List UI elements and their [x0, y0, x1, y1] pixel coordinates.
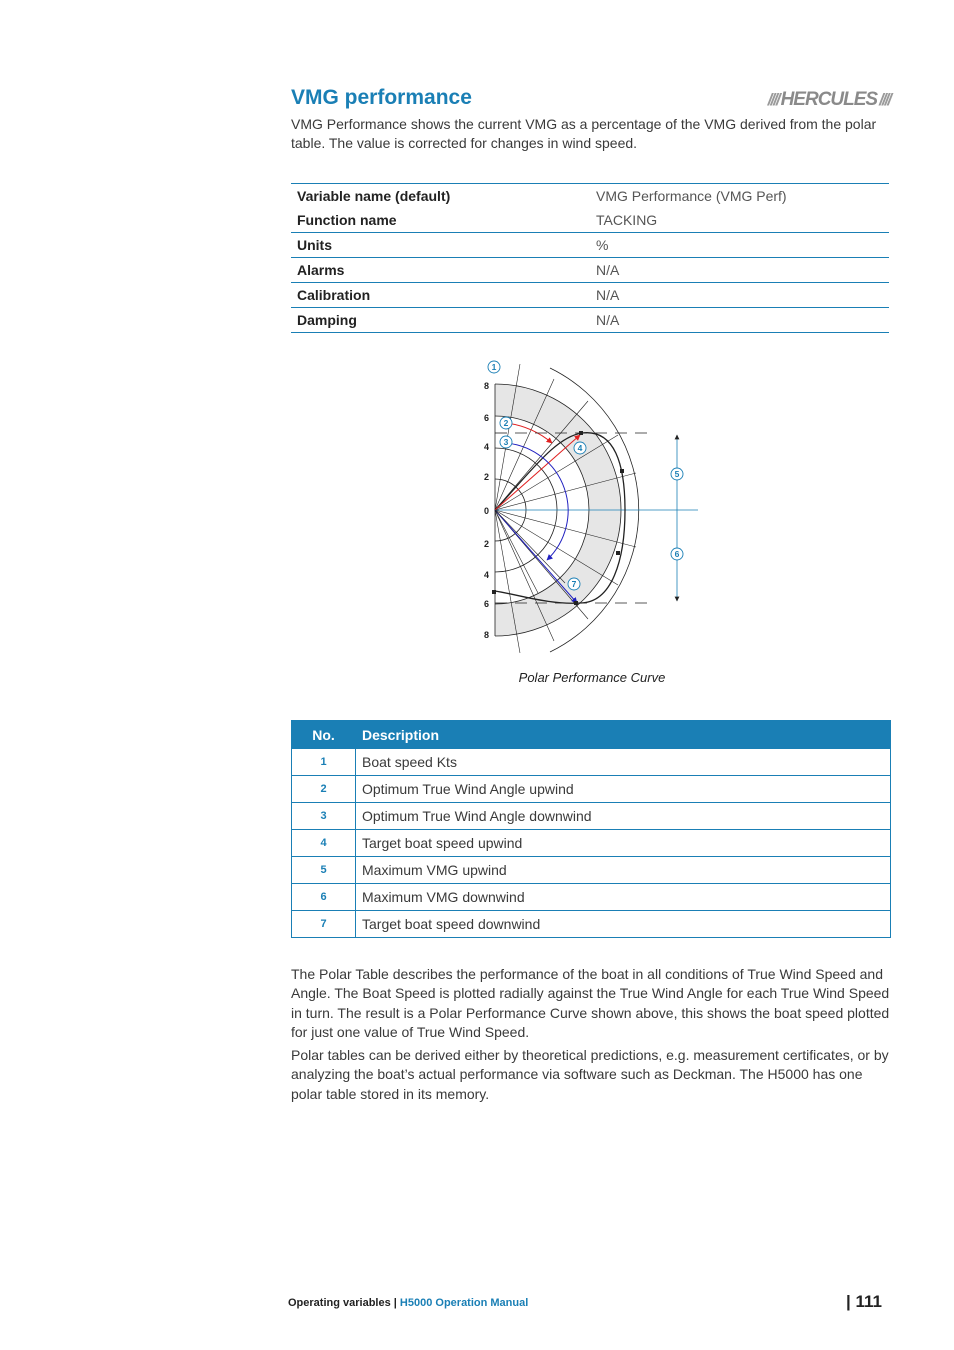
logo-stripes-right: ////: [879, 90, 890, 109]
figure-caption: Polar Performance Curve: [518, 670, 666, 685]
variable-key: Alarms: [291, 258, 590, 283]
row-description: Optimum True Wind Angle upwind: [356, 776, 891, 803]
variable-row: [291, 283, 889, 308]
row-number: 5: [292, 857, 356, 884]
row-number: 4: [292, 830, 356, 857]
variable-key: Variable name (default): [291, 184, 590, 209]
body-paragraph-polar-table: The Polar Table describes the performance of the boat in all conditions of True Wind Speed and Angle. The Boat Speed is plotted radially against the True Wind Angle for each True Wind Speed in turn. The result is a Polar Performance Curve shown above, this shows the boat speed plotted for just one value of True Wind Speed.: [291, 966, 890, 1040]
variable-row: [291, 258, 889, 283]
svg-text:1: 1: [491, 362, 497, 372]
description-header-row: [292, 721, 891, 749]
variable-row: [291, 184, 889, 209]
row-description: Maximum VMG downwind: [356, 884, 891, 911]
callout-2: [500, 417, 512, 429]
row-description: Target boat speed upwind: [356, 830, 891, 857]
logo-wordmark: HERCULES: [780, 89, 878, 110]
variable-row: [291, 208, 889, 233]
row-description: Maximum VMG upwind: [356, 857, 891, 884]
variable-table: [291, 183, 889, 333]
svg-text:4: 4: [577, 443, 583, 453]
axis-tick-label: 8: [483, 630, 489, 640]
svg-text:2: 2: [503, 418, 509, 428]
table-row: [292, 884, 891, 911]
axis-tick-label: 8: [483, 381, 489, 391]
callout-1: [488, 361, 500, 373]
variable-key: Damping: [291, 308, 590, 333]
row-number: 1: [292, 749, 356, 776]
svg-text:5: 5: [674, 469, 680, 479]
header-no: No.: [292, 721, 356, 749]
variable-row: [291, 308, 889, 333]
table-row: [292, 749, 891, 776]
intro-paragraph: VMG Performance shows the current VMG as a percentage of the VMG derived from the polar table. The value is corrected for changes in wind speed.: [291, 116, 877, 152]
hercules-logo: [762, 90, 890, 110]
axis-tick-label: 2: [483, 539, 489, 549]
callout-7: [568, 578, 580, 590]
variable-value: N/A: [590, 308, 889, 333]
row-number: 3: [292, 803, 356, 830]
axis-tick-label: 6: [483, 413, 489, 423]
variable-value: VMG Performance (VMG Perf): [590, 184, 889, 209]
row-description: Target boat speed downwind: [356, 911, 891, 938]
variable-key: Function name: [297, 212, 397, 228]
callout-4: [574, 442, 586, 454]
polar-performance-figure: [470, 355, 710, 655]
axis-tick-label: 6: [483, 599, 489, 609]
row-number: 7: [292, 911, 356, 938]
variable-value: N/A: [590, 283, 889, 308]
row-number: 2: [292, 776, 356, 803]
variable-value: TACKING: [596, 212, 658, 228]
variable-key: Calibration: [291, 283, 590, 308]
svg-text:7: 7: [571, 579, 577, 589]
callout-5: [671, 468, 683, 480]
axis-tick-label: 0: [483, 506, 489, 516]
footer-manual-name: H5000 Operation Manual: [399, 1297, 529, 1309]
footer-section: [288, 1297, 528, 1309]
table-row: [292, 776, 891, 803]
callout-3: [500, 436, 512, 448]
row-description: Optimum True Wind Angle downwind: [356, 803, 891, 830]
footer-section-name: Operating variables: [288, 1297, 391, 1309]
page-title: VMG performance: [291, 86, 472, 109]
variable-value: N/A: [590, 258, 889, 283]
table-row: [292, 830, 891, 857]
row-number: 6: [292, 884, 356, 911]
axis-tick-label: 2: [483, 472, 489, 482]
table-row: [292, 857, 891, 884]
row-description: Boat speed Kts: [356, 749, 891, 776]
svg-text:6: 6: [674, 549, 680, 559]
body-paragraph-polar-sources: Polar tables can be derived either by theoretical predictions, e.g. measurement certificates, or by analyzing the boat’s actual performance via software such as Deckman. The H5000 has one polar table stored in its memory.: [291, 1047, 889, 1102]
callout-6: [671, 548, 683, 560]
logo-stripes-left: ////: [767, 90, 779, 109]
description-table: [291, 720, 891, 938]
footer-separator: |: [393, 1297, 397, 1309]
header-description: Description: [356, 721, 891, 749]
svg-text:3: 3: [503, 437, 509, 447]
variable-value: %: [590, 233, 889, 258]
table-row: [292, 911, 891, 938]
table-row: [292, 803, 891, 830]
variable-key: Units: [291, 233, 590, 258]
axis-tick-label: 4: [483, 442, 489, 452]
axis-tick-label: 4: [483, 570, 489, 580]
page-number: | 111: [846, 1292, 882, 1311]
variable-row: [291, 233, 889, 258]
